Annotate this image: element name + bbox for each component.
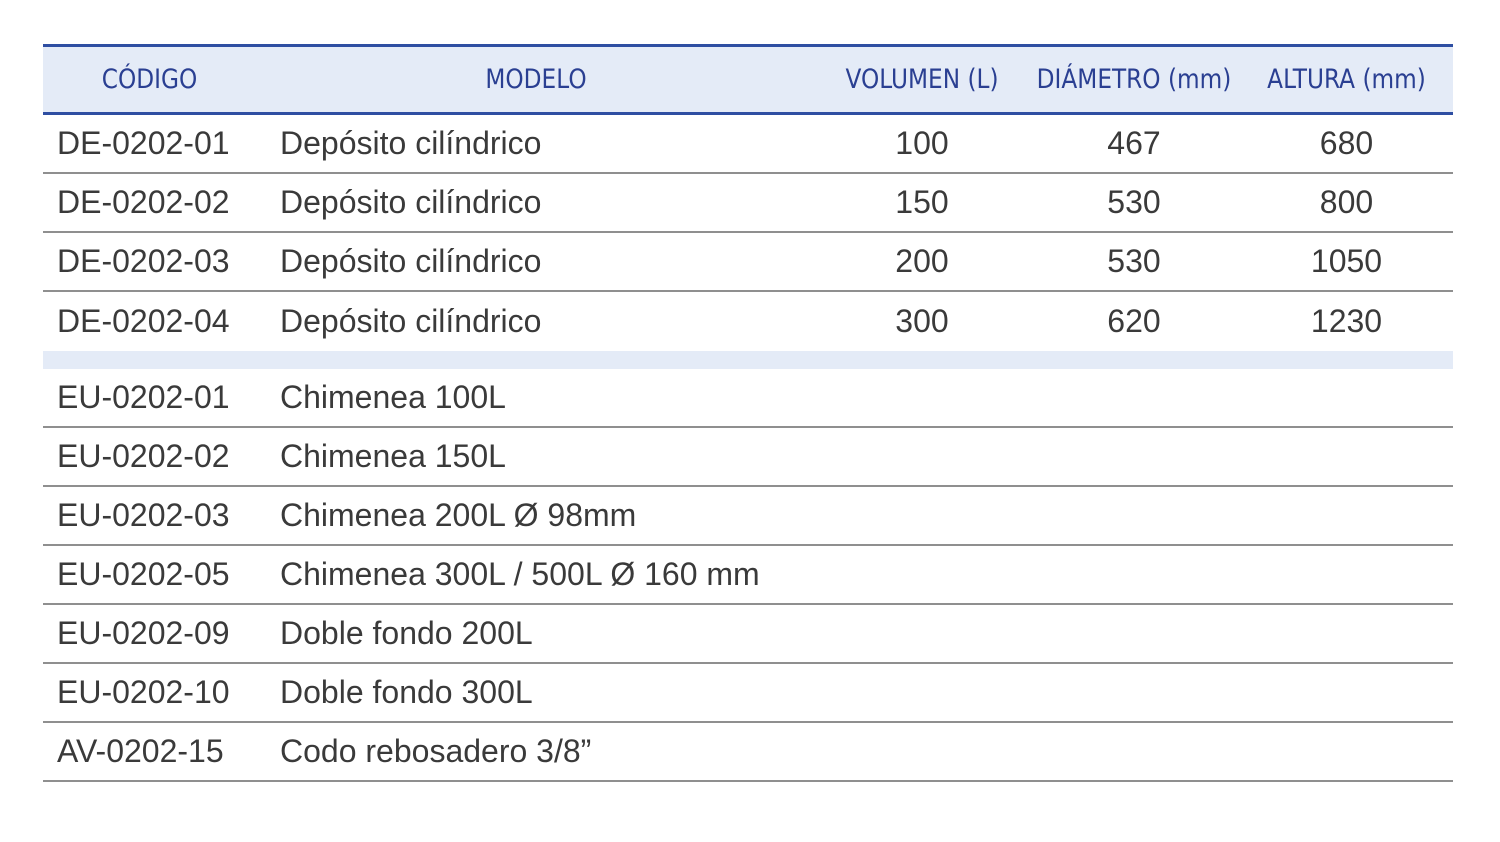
code-cell: EU-0202-05 [57, 556, 230, 592]
height-cell: 800 [1319, 184, 1374, 220]
table-row [43, 115, 1453, 174]
volume-cell: 200 [895, 243, 949, 279]
model-cell: Chimenea 150L [280, 438, 506, 474]
model-cell: Chimenea 100L [280, 379, 506, 415]
code-cell: DE-0202-01 [57, 125, 230, 161]
code-cell: DE-0202-04 [57, 303, 230, 339]
table-header [43, 44, 1453, 115]
header-altura: ALTURA (mm) [1267, 64, 1426, 95]
table-row [43, 605, 1453, 664]
model-cell: Depósito cilíndrico [280, 243, 542, 279]
diameter-cell: 530 [1107, 243, 1161, 279]
table-row [43, 487, 1453, 546]
code-cell: EU-0202-10 [57, 674, 230, 710]
product-table [43, 44, 1453, 782]
model-cell: Chimenea 300L / 500L Ø 160 mm [280, 556, 760, 592]
table-row [43, 233, 1453, 292]
header-modelo: MODELO [485, 64, 587, 95]
diameter-cell: 620 [1107, 303, 1161, 339]
diameter-cell: 530 [1107, 184, 1161, 220]
table-row [43, 428, 1453, 487]
height-cell: 1230 [1310, 303, 1383, 339]
volume-cell: 300 [895, 303, 949, 339]
table-row [43, 546, 1453, 605]
volume-cell: 100 [895, 125, 949, 161]
model-cell: Depósito cilíndrico [280, 125, 542, 161]
header-diametro: DIÁMETRO (mm) [1036, 64, 1232, 95]
table-row [43, 292, 1453, 351]
model-cell: Chimenea 200L Ø 98mm [280, 497, 637, 533]
height-cell: 1050 [1310, 243, 1383, 279]
model-cell: Doble fondo 300L [280, 674, 533, 710]
model-cell: Codo rebosadero 3/8” [280, 733, 592, 769]
diameter-cell: 467 [1107, 125, 1161, 161]
table-row [43, 369, 1453, 428]
table-row [43, 174, 1453, 233]
table-row [43, 723, 1453, 782]
header-codigo: CÓDIGO [101, 64, 198, 95]
code-cell: EU-0202-09 [57, 615, 230, 651]
height-cell: 680 [1319, 125, 1374, 161]
code-cell: DE-0202-02 [57, 184, 230, 220]
code-cell: EU-0202-02 [57, 438, 230, 474]
table-row [43, 664, 1453, 723]
code-cell: EU-0202-01 [57, 379, 230, 415]
model-cell: Doble fondo 200L [280, 615, 533, 651]
code-cell: DE-0202-03 [57, 243, 230, 279]
volume-cell: 150 [895, 184, 949, 220]
header-volumen: VOLUMEN (L) [845, 64, 999, 95]
group-separator [43, 351, 1453, 369]
model-cell: Depósito cilíndrico [280, 184, 542, 220]
code-cell: EU-0202-03 [57, 497, 230, 533]
model-cell: Depósito cilíndrico [280, 303, 542, 339]
code-cell: AV-0202-15 [57, 733, 224, 769]
